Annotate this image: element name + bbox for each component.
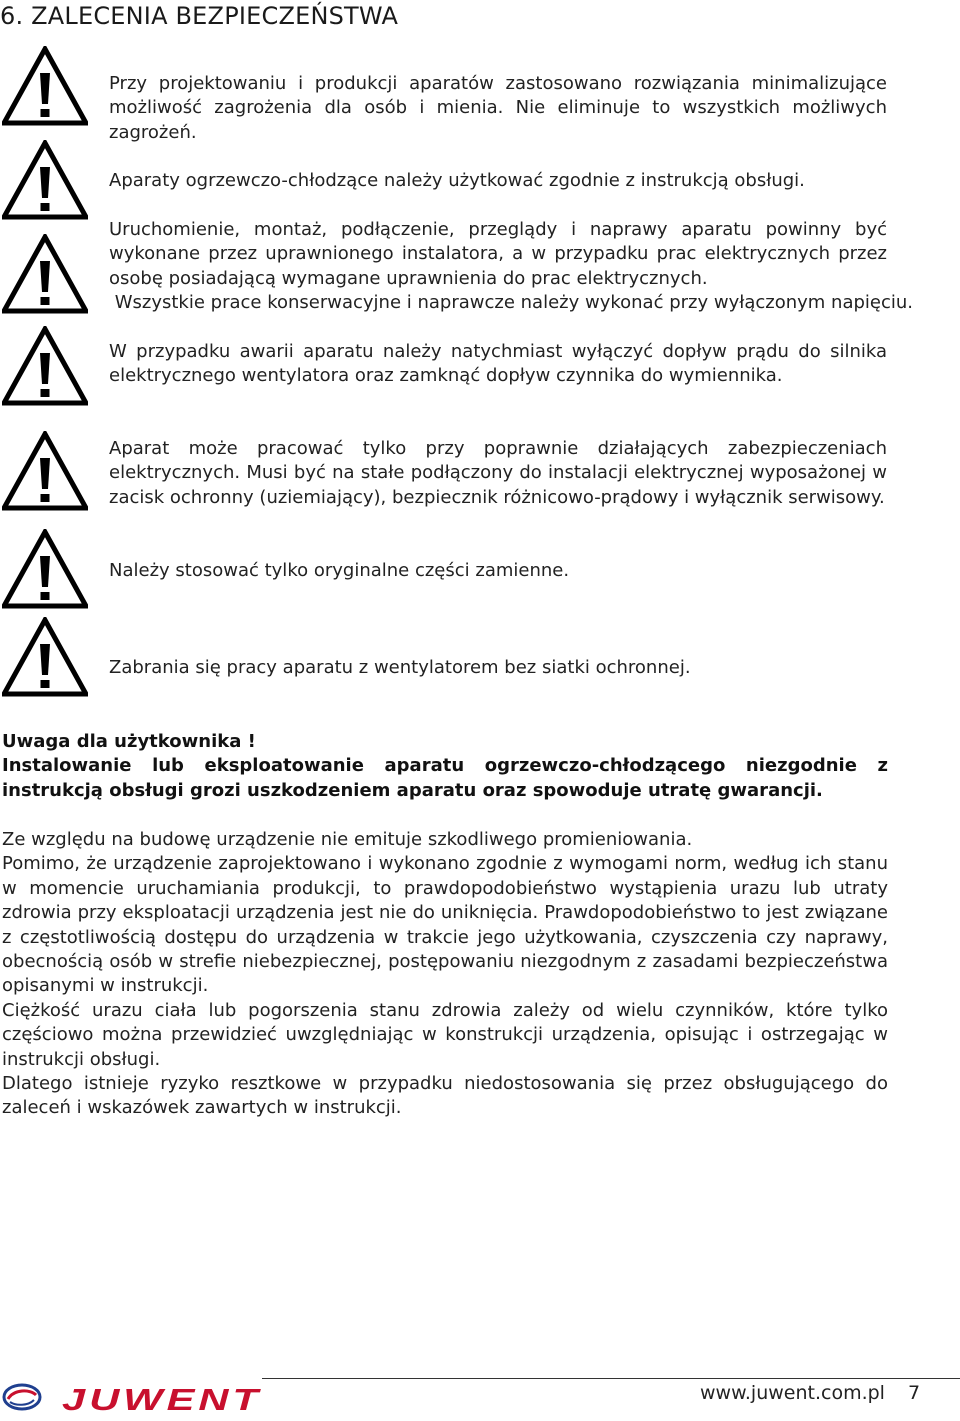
svg-text:JUWENT: JUWENT	[62, 1382, 263, 1414]
warning-triangle-icon	[2, 529, 88, 609]
warning-triangle-icon	[2, 46, 88, 126]
body-paragraph: Pomimo, że urządzenie zaprojektowano i wykonano zgodnie z wymogami norm, według ich stanu w momencie uruchamiania produkcji, to prawdopodobieństwo wystąpienia urazu lub utraty zdrowia przy eksploatacji urządzenia jest nie do uniknięcia. Prawdopodobieństwo to jest związane z częstotliwością dostępu do urządzenia w trakcie jego użytkowania, czyszczenia czy naprawy, obecnością osób w strefie niebezpiecznej, postępowaniu niezgodnym z zasadami bezpieczeństwa opisanymi w instrukcji.	[2, 853, 888, 997]
warning-text-electrical: Aparat może pracować tylko przy poprawnie działających zabezpieczeniach elektrycznych. Musi być na stałe podłączony do instalacji elektrycznej wyposażonej w zacisk ochronny (uziemiający), bezpiecznik różnicowo-prądowy i wyłącznik serwisowy.	[109, 438, 887, 508]
warning-text-usage: Aparaty ogrzewczo-chłodzące należy użytkować zgodnie z instrukcją obsługi.	[109, 170, 805, 191]
body-paragraph: Dlatego istnieje ryzyko resztkowe w przypadku niedostosowania się przez obsługującego do zaleceń i wskazówek zawartych w instrukcji.	[2, 1073, 888, 1119]
warning-text-design: Przy projektowaniu i produkcji aparatów zastosowano rozwiązania minimalizujące możliwość zagrożenia dla osób i mienia. Nie eliminuje to wszystkich możliwych zagrożeń.	[109, 73, 887, 143]
warning-triangle-icon	[2, 140, 88, 220]
body-paragraph: Ciężkość urazu ciała lub pogorszenia stanu zdrowia zależy od wielu czynników, które tylko częściowo można przewidzieć uwzględniając w konstrukcji urządzenia, opisując i ostrzegając w instrukcji obsługi.	[2, 999, 888, 1070]
page-number: 7	[908, 1382, 921, 1404]
section-title: 6. ZALECENIA BEZPIECZEŃSTWA	[0, 2, 399, 30]
body-text	[2, 828, 888, 1121]
user-notice-heading: Uwaga dla użytkownika !	[2, 731, 256, 752]
user-notice-text: Instalowanie lub eksploatowanie aparatu ogrzewczo-chłodzącego niezgodnie z instrukcją obsługi grozi uszkodzeniem aparatu oraz spowoduje utratę gwarancji.	[2, 755, 888, 801]
warning-triangle-icon	[2, 326, 88, 406]
warning-text-installation-main: Uruchomienie, montaż, podłączenie, przeglądy i naprawy aparatu powinny być wykonane przez uprawnionego instalatora, a w przypadku prac elektrycznych przez osobę posiadającą wymagane uprawnienia do prac elektrycznych.	[109, 219, 887, 289]
warning-text-failure: W przypadku awarii aparatu należy natychmiast wyłączyć dopływ prądu do silnika elektrycznego wentylatora oraz zamknąć dopływ czynnika do wymiennika.	[109, 341, 887, 387]
juwent-logo	[2, 1380, 264, 1414]
warning-text-spare-parts: Należy stosować tylko oryginalne części zamienne.	[109, 560, 570, 581]
footer-divider	[262, 1378, 960, 1379]
warning-triangle-icon	[2, 234, 88, 314]
warning-text-maintenance: Wszystkie prace konserwacyjne i naprawcze należy wykonać przy wyłączonym napięciu.	[109, 292, 914, 314]
warning-text-fan-guard: Zabrania się pracy aparatu z wentylatorem bez siatki ochronnej.	[109, 657, 691, 678]
warning-text-installation	[109, 218, 914, 316]
footer-url: www.juwent.com.pl	[700, 1382, 885, 1404]
warning-triangle-icon	[2, 431, 88, 511]
warning-triangle-icon	[2, 617, 88, 697]
body-paragraph: Ze względu na budowę urządzenie nie emituje szkodliwego promieniowania.	[2, 829, 693, 850]
user-notice	[2, 730, 888, 803]
